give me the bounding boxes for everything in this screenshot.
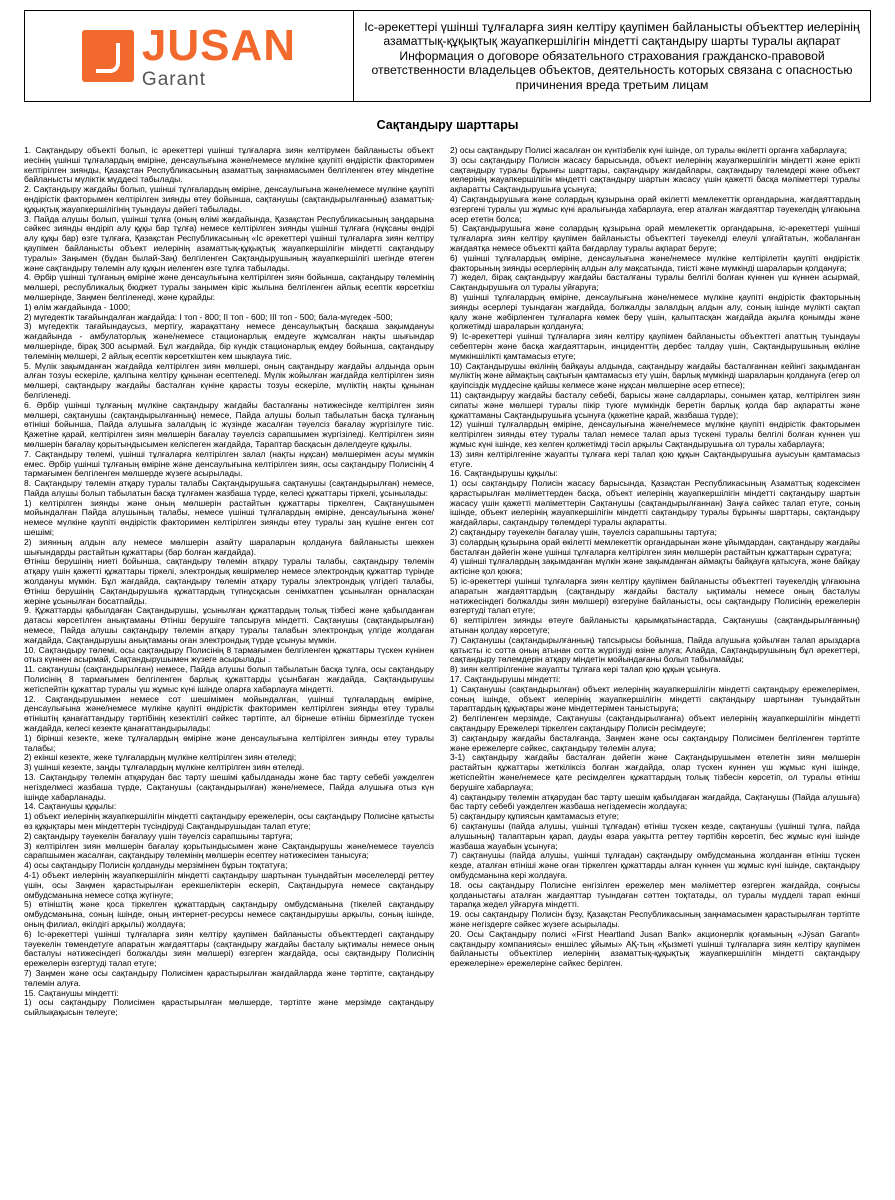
paragraph: 3) үшінші кезекте, заңды тұлғалардың мүлкіне келтірілген зиян өтеледі. xyxy=(24,762,305,773)
paragraph: 3) осы сақтандыру Полисін жасасу барысында, объект иелерінің жауапкершілігін міндетті және ерікті сақтандыру туралы бұрынғы шарттары, сақтандыру жағдайлары, сақтандыру төлемдері және объект иелерінің жауапкершілігін міндетті сақтандыру шартын жасасу үшін қажетті басқа мәліметтері туралы ақпаратты Сақтандырушыға ұсынуға; xyxy=(450,154,863,195)
paragraph: 3-1) сақтандыру жағдайы басталған дәйегін және Сақтандырушымен өтелетін зиян мөлшерін растайтын құжаттары жеткіліксіз болған жағдайда, олар түскен күннен үш жұмыс күні ішінде, жетіспейтін және/немесе қате ресімделген құжаттардың толық тізбесін көрсетіп, ол туралы өтініш берушіге хабарлауға; xyxy=(450,752,863,792)
paragraph: 6) үшінші тұлғалардың өміріне, денсаулығына және/немесе мүлкіне келтірілетін қаупіті өндірістік факторының зиянды әсерлерінің алдын алу мақсатында, тиісті және мүмкінді шараларын қолдануға; xyxy=(450,252,863,273)
paragraph: 6) сақтанушы (пайда алушы, үшінші тұлғадан) өтініш түскен кезде, сақтанушы (үшінші тұлға, пайда алушының) талаптарын қарап, дауды өзара уақытта реттеу тәртібін көрсетіп, бес жұмыс күні ішінде жазбаша жауабын ұсынуға; xyxy=(450,820,863,851)
header-title-kz: Іс-әрекеттері үшінші тұлғаларға зиян келтіру қаупімен байланысты объекттер иелерінің азаматтық-құқықтық жауапкершілігін міндетті сақтандыру шарты туралы ақпарат xyxy=(364,19,860,49)
paragraph: 3) сақтандыру жағдайы басталғанда, Заңмен және осы сақтандыру Полисімен белгіленген тәртіпте және ережелерге сәйкес, сақтандыру төлемін алуға; xyxy=(450,732,863,753)
paragraph: 14. Сақтанушы құқылы: xyxy=(24,801,117,812)
paragraph: 9. Құжаттарды қабылдаған Сақтандырушы, ұсынылған құжаттардың толық тізбесі және қабылданған датасы көрсетілген анықтаманы Өтініш берушіге тапсыруға міндетті. Сақтанушы (сақтандырылған) немесе, Пайда алушы сақтандыру төлемін атқару туралы талабын электрондық үлгіде жолдаған жағдайда, Сақтандырушы анықтаманы оған электрондық түрде ұсынуы мүмкін. xyxy=(24,605,437,645)
paragraph: 4) Сақтандырушыға және солардың құзырына орай өкілетті мемлекеттік органдарына, жағдаяттардың өзгергені туралы үш жұмыс күні аралығында хабарлауға, егер аталған жағдаяттар тәуекелдің ұлғаюына әсер ететін болса; xyxy=(450,193,863,224)
paragraph: 3. Пайда алушы болып, үшінші тұлға (оның өлімі жағдайында, Қазақстан Республикасының заңдарына сәйкес зиянды өндіріп алу құқы бар тұлға) немесе келтірілген зиянды үшінші тұлғаға (нұқсаны өндірі алу құқы бар) өзге тұлғаға, Қазақстан Республикасының «Іс әрекеттері үшінші тұлғаларға зиян келтіру қаупімен байланысты объект иелерінің азаматтық-құқықтық жауапкершілігін міндетті сақтандыру туралы» Заңымен (бұдан былай-Заң) белгіленген Сақтандырушының жауапкершілігі шегінде өтеген және сақтандыру төлемін алу құқын иеленген өзге тұлға табылады. xyxy=(24,213,437,273)
paragraph: 5) өтініштің және қоса тіркелген құжаттардың сақтандыру омбудсманына (тікелей сақтандыру омбудсманына, соның ішінде, оның интернет-ресурсы немесе сақтандырушы арқылы, соның ішінде, оның филиал, өкілдігі арқылы) жолдауға; xyxy=(24,899,437,929)
logo-cell xyxy=(25,11,354,101)
paragraph: 3) мүгедектік тағайындаусыз, мертігу, жарақаттану немесе денсаулықтың басқаша зақымдануы жағдайында - амбулаторлық және/немесе стационарлық емдеуге жұмсалған нақты шығындар мөлшерінде, бірақ 300 асырмай. Бұл жағдайда, бір күндік стационарлық емдеу бойынша, сақтандыру төлемінің мөлшері, 2 айлық есептік көрсеткіштен кем шықпауға тиіс. xyxy=(24,321,437,361)
paragraph: 13. Сақтандыру төлемін атқарудан бас тарту шешімі қабылданады және бас тарту себебі уәжделген негізделмесі жазбаша түрде, Сақтанушы (сақтандырылған) және/немесе, Пайда алушыға отыз күн ішінде хабарланады. xyxy=(24,772,437,802)
paragraph: 1) өлім жағдайында - 1000; xyxy=(24,301,131,312)
paragraph: 18. осы сақтандыру Полисіне енгізілген ережелер мен мәліметтер өзгерген жағдайда, соңғысы қолданыстағы аталған жағдаяттар туындаған сәттен тоқтатады, ол туралы мүдделі тарап екінші тарапқа жедел уйғаруға міндетті. xyxy=(450,879,863,910)
jusan-garant-logo xyxy=(82,20,297,90)
paragraph: 4-1) объект иелерінің жауапкершілігін міндетті сақтандыру шартынан туындайтын мәселелерді реттеу үшін, осы Заңмен қарастырылған ерекшеліктерін ескеріп, Сақтандыруға немесе сақтандыру омбудсманына немесе сотқа жүгінуге; xyxy=(24,869,437,900)
paragraph: 2) екінші кезекте, жеке тұлғалардың мүлкіне келтірілген зиян өтеледі; xyxy=(24,752,297,763)
paragraph: 10. Сақтандыру төлемі, осы сақтандыру Полисінің 8 тармағымен белгіленген құжаттары түскен күнінен отыз күннен асырмай, Сақтандырушымен жүзеге асырылады . xyxy=(24,644,437,665)
document-header xyxy=(24,10,871,102)
paragraph: 6. Әрбір үшінші тұлғаның мүлкіне сақтандыру жағдайы басталғаны нәтижесінде келтірілген зиян мөлшері, сақтанушы (сақтандырылғанның) немесе, Пайда алушы болып табылатын басқа тұлғаның өтініші бойынша, Пайда алушыға залалдың іс жүзінде жасалған тәуелсіз бағалау жүргізілуге тиіс. Қажетіне қарай, келтірілген зиян мөлшерін бағалау тәуелсіз сарапшымен жүргізіледі. Келтірілген зиян мөлшерін бағалау қорытындысымен келіспеген жағдайда, Тараптар басқасын дәлелдеуге құқылы. xyxy=(24,399,437,449)
paragraph: 8) зиян келтірілгеніне жауапты тұлғаға кері талап қою құқын ұсынуға. xyxy=(450,664,721,675)
paragraph: 7) сақтанушы (пайда алушы, үшінші тұлғадан) сақтандыру омбудсманына жолданған өтініш түскен кезде, аталған өтініші және оған тіркелген құжаттарды алған күннен үш жұмыс күні ішінде, сақтандыру омбудсманына кері жолдауға. xyxy=(450,850,863,880)
paragraph: 9) Іс-әрекеттері үшінші тұлғаларға зиян келтіру қаупімен байланысты объекттегі апаттың туындауы себептерін және басқа жағдаяттарын, инциденттің дербес талдау үшін, Сақтандырушының өкіліне мүмкіншілікті қамтамасыз етуге; xyxy=(450,331,863,361)
left-column xyxy=(24,145,437,1018)
paragraph: 4) осы сақтандыру Полисін қолдануды мерзімінен бұрын тоқтатуға; xyxy=(24,860,288,871)
logo-brand: JUSAN xyxy=(141,20,297,70)
paragraph: 13) зиян келтірілгеніне жауапты тұлғаға кері талап қою құқын Сақтандырушыға ауысуын қамтамасыз етуге. xyxy=(450,448,863,469)
paragraph: 16. Сақтандырушы құқылы: xyxy=(450,468,558,479)
paragraph: 20. Осы Сақтандыру полисі «First Heartland Jusan Bank» акционерлік қоғамының «Jýsan Garant» сақтандыру компаниясы» еншілес ұйымы» АҚ-тың «Қызметі үшінші тұлғаларға зиян келтіру қаупімен байланысты объектілер иелерінің азаматтық-құқықтық жауапкершілігін міндетті сақтандыру ережелеріне» ережелеріне сәйкес берілген. xyxy=(450,928,863,969)
paragraph: 10) Сақтандырушы өкілінің байқауы алдында, сақтандыру жағдайы басталғаннан кейінгі зақымданған мүліктің және аймақтың сақтығын қамтамасыз ету үшін, барлық мүмкінді шараларын қолдануға (егер ол қауіпсіздік мүддесіне қайшы келмесе және нұқсан мөлшеріне әсер етпесе); xyxy=(450,360,863,391)
paragraph: 1) осы сақтандыру Полисімен қарастырылған мөлшерде, тәртіпте және мерзімде сақтандыру сыйлықақысын төлеуге; xyxy=(24,997,437,1018)
paragraph: 5) іс-әрекеттері үшінші тұлғаларға зиян келтіру қаупімен байланысты объекттегі тәуекелдің ұлғаюына апаратын жағдаяттардың (сақтандыру жағдайы басталу ықтималы немесе оның басталуы нәтижесіндегі болжалды зиян мөлшері) өзгеруіне байланысты, осы сақтандыру Полисінің ережелерін өзгертуді талап етуге; xyxy=(450,576,863,616)
paragraph: 7) Заңмен және осы сақтандыру Полисімен қарастырылған жағдайларда және тәртіпте, сақтандыру төлемін алуға. xyxy=(24,967,437,988)
paragraph: 5) сақтандыру құпиясын қамтамасыз етуге; xyxy=(450,811,619,822)
paragraph: 2) зиянның алдын алу немесе мөлшерін азайту шараларын қолдануға байланысты шеккен шығындарды растайтын құжаттары (бар болған жағдайда). xyxy=(24,536,437,557)
paragraph: 1) объект иелерінің жауапкершілігін міндетті сақтандыру ережелерін, осы сақтандыру Полисіне қатысты өз құқықтары мен міндеттерін түсіндіруді Сақтандырушыдан талап етуге; xyxy=(24,811,437,831)
paragraph: 12. Сақтандырушымен немесе сот шешімімен мойындалған, үшінші тұлғалардың өміріне, денсаулығына және/немесе мүлкіне қаупіті өндірістік факторимен келтірілген зиянды өтеу туралы өтініштің қанағаттандыру тәртібінің кезектілігі сәйкес тәртіпте, ал бірнеше өтініш бірмезгілде түскен жағдайда, келесі кезекте қанағаттандырылады: xyxy=(24,693,437,734)
paragraph: 2. Сақтандыру жағдайы болып, үшінші тұлғалардың өміріне, денсаулығына және/немесе мүлкіне қаупіті өндірістік факторымен келтірілген зиянды өтеу бойынша, сақтанушы (сақтандырылғанның) азаматтық-құқықтық жауапкершілігінің туындауы дәйегі табылады. xyxy=(24,184,437,214)
paragraph: 11. сақтанушы (сақтандырылған) немесе, Пайда алушы болып табылатын басқа тұлға, осы сақтандыру Полисінің 8 тармағымен белгіленген барлық құжаттарды ұсынбаған жағдайда, Сақтандырушы жетіспейтін құжаттар туралы үш жұмыс күні ішінде оларға хабарлауға міндетті. xyxy=(24,664,437,694)
paragraph: 19. осы сақтандыру Полисін бұзу, Қазақстан Республикасының заңнамасымен қарастырылған тәртіпте және негіздерге сәйкес жүзеге асырылады. xyxy=(450,909,863,929)
paragraph: 5) Сақтандырушыға және солардың құзырына орай мемлекеттік органдарына, іс-әрекеттері үшінші тұлғаларға зиян келтіру қаупімен байланысты объекттегі тәуекелді елеулі ұлғайтатын, жобаланған жағдаятқа немесе объектті қайта бағдарлау туралы ақпарат беруге; xyxy=(450,223,863,253)
paragraph: 1) Сақтанушы (сақтандырылған) объект иелерінің жауапкершілігін міндетті сақтандыру ережелерімен, соның ішінде, объект иелерінің жауапкершілігін міндетті сақтандыру шартынан туындайтын тараптардың құқықтары және міндеттерімен таныстыруға; xyxy=(450,683,863,714)
paragraph: 7. Сақтандыру төлемі, үшінші тұлғаларға келтірілген залал (нақты нұқсан) мөлшерімен асуы мүмкін емес. Әрбір үшінші тұлғаның өміріне және денсаулығына келтірілген зиян, осы сақтандыру Полисінің 4 тармағымен белгіленген мөлшерде жүзеге асырылады. xyxy=(24,448,437,479)
paragraph: 2) осы сақтандыру Полисі жасалған он күнтізбелік күні ішінде, ол туралы өкілетті органға хабарлауға; xyxy=(450,145,847,155)
paragraph: 2) сақтандыру тәуекелін бағалауу үшін тәуелсіз сарапшыны тартуға; xyxy=(24,830,293,841)
paragraph: 2) белгіленген мерзімде, Сақтанушы (сақтандырылғанға) объект иелерінің жауапкершілігін міндетті сақтандыру Ережелері тіркелген сақтандыру Полисін ресімдеуге; xyxy=(450,713,863,734)
paragraph: 8) үшінші тұлғалардың өміріне, денсаулығына және/немесе мүлкіне қаупіті өндірістік факторының зиянды әсерлері туындаған жағдайда, болжалды залалдың алдын алу, соның ішінде мүлікті сақтап қалу және жәбірленген тұлғаларға көмек беру үшін, қалыптасқан жағдайда ақылға қонымды және қолжетімді шараларын қолдануға; xyxy=(450,291,863,332)
paragraph: 11) сақтандыруу жағдайы басталу себебі, барысы және салдарлары, сонымен қатар, келтірілген зиян сипаты және мөлшері туралы пікір түюге мүмкіндік беретін барлық қолда бар ақпаратты және құжаттаманы Сақтандырушыға ұсынуға (қажетіне қарай, жазбаша түрде); xyxy=(450,389,863,420)
header-title-ru: Информация о договоре обязательного страхования гражданско-правовой ответственности владельцев объектов, деятельность которых связана с опасностью причинения вреда третьим лицам xyxy=(371,48,853,92)
paragraph: 1) бірінші кезекте, жеке тұлғалардың өміріне және денсаулығына келтірілген зиянды өтеу туралы талабы; xyxy=(24,732,437,753)
paragraph: 6) Іс-әрекеттері үшінші тұлғаларға зиян келтіру қаупімен байланысты объекттердегі сақтандыру тәуекелін төмендетуге апаратын жағдаяттары (сақтандыру жағдайы басталу ықтималы немесе оның басталуы нәтижесіндегі болжалды зиян мөлшері) өзгерген жағдайда, осы сақтандыру Полисінің ережелерін өзгертуді талап етуге; xyxy=(24,928,437,969)
content-columns xyxy=(24,146,871,1018)
paragraph: 2) мүгедектік тағайындалған жағдайда: І топ - 800; ІІ топ - 600; ІІІ топ - 500; бала-мүгедек -500; xyxy=(24,311,393,322)
paragraph: 6) келтірілген зиянды өтеуге байланысты қарымқатынастарда, Сақтанушы (сақтандырылғанның) атынан қолдау көрсетуге; xyxy=(450,615,863,636)
paragraph: 1) келтірілген зиянды және оның мөлшерін растайтын құжаттары тіркелген, Сақтанушымен мойындалған Пайда алушының талабы, немесе үшінші тұлғалардың өміріне, денсаулығына және/немесе мүлкіне қаупіті өндірістік факторимен келтірілген зиянды өтеу туралы заң күшіне енген сот шешімі; xyxy=(24,497,437,538)
paragraph: 15. Сақтанушы міндетті: xyxy=(24,987,119,998)
paragraph: 4. Әрбір үшінші тұлғаның өміріне және денсаулығына келтірілген зиян бойынша, сақтандыру төлемінің мөлшері, республикалық бюджет туралы заңымен кіріс жылына белгіленген айлық есептік көрсеткіш мөлшерінде, Заңмен белгіленеді, және құрайды: xyxy=(24,272,437,302)
paragraph: 3) келтірілген зиян мөлшерін бағалау қорытындысымен және Сақтандырушы және/немесе тәуелсіз сарапшымен жасалған, сақтандыру төлемінің мөлшерін есептеу нәтижесімен танысуға; xyxy=(24,840,437,861)
paragraph: Өтініш берушінің ниеті бойынша, сақтандыру төлемін атқару туралы талабы, сақтандыру төлемін атқару үшін қажетті құжаттары тіркелі, электрондық көшірмелер немесе электрондық құжаттар түрінде жолдануы мүмкін. Бұл жағдайда, сақтандыру төлемін атқару туралы электрондық үлгідегі талабы, Өтініш берушінің Сақтандырушыға құжаттардың түпнұсқасын сенімхатпен ұсынылған орналасқан жеріне ұсынылған босатпайды. xyxy=(24,556,437,606)
paragraph: 3) солардың құзырына орай өкілетті мемлекеттік органдарынан және ұйымдардан, сақтандыру жағдайы басталған дәйегін және үшінші тұлғаларға келтірілген зиян мөлшерін растайтын құжаттарын сұратуға; xyxy=(450,536,863,557)
right-column xyxy=(450,145,863,1018)
logo-sub: Garant xyxy=(141,68,207,90)
paragraph: 17. Сақтандырушы міндетті: xyxy=(450,674,561,685)
paragraph: 7) Сақтанушы (сақтандырылғанның) тапсырысы бойынша, Пайда алушыға қойылған талап арыздарға қатысты іс сотта оның атынан сотта жүргізуді өзіне алуға; Алайда, Сақтандырушының бұл әрекеттері, сақтандыру төлемдерін атқару міндетін мойындағаны болып табылмайды; xyxy=(450,634,863,665)
paragraph: 1) осы сақтандыру Полисін жасасу барысында, Қазақстан Республикасының Азаматтық кодексімен қарастырылған мәліметтерден басқа, объект иелерінің жауапкершілігін міндетті сақтандыру шартын жасасу үшін қажетті мәліметтерін Сақтанушы (сақтандырылғаннан) Заңға сәйкес талап етуге, соның ішінде, объект иелерінің жауапкершілігін міндетті сақтандыру туралы бұрынғы шарттары, сақтандыру жағдайлары, сақтандыру төлемдері туралы ақпаратты. xyxy=(450,478,863,528)
paragraph: 4) үшінші тұлғалардың зақымданған мүлкін және зақымданған аймақты байқауға қатысуға, және байқау актісіне қол қоюға; xyxy=(450,556,863,577)
logo-mark-icon xyxy=(82,30,134,82)
paragraph: 8. Сақтандыру төлемін атқару туралы талабы Сақтандырушыға сақтанушы (сақтандырылған) немесе, Пайда алушы болып табылатын басқа тұлғамен жазбаша түрде, келесі құжаттары тіркелі, ұсынылады: xyxy=(24,478,437,498)
paragraph: 12) үшінші тұлғалардың өміріне, денсаулығына және/немесе мүлкіне қаупіті өндірістік факторымен келтірілген зиянды өтеу туралы талап немесе талап арыз түскені туралы белгілі болған күннен үш жұмыс күні ішінде, кез келген қолжетімді тәсіл арқылы Сақтандырушыға ол туралы хабарлауға; xyxy=(450,419,863,449)
paragraph: 7) жедел, бірақ сақтандыруу жағдайы басталғаны туралы белгілі болған күннен үш күннен асырмай, Сақтандырушыға ол туралы уйғаруға; xyxy=(450,272,863,293)
header-title-cell xyxy=(354,11,870,101)
paragraph: 2) сақтандыру тәуекелін бағалау үшін, тәуелсіз сарапшыны тартуға; xyxy=(450,527,717,538)
document-title: Сақтандыру шарттары xyxy=(376,118,519,132)
paragraph: 5. Мүлік зақымданған жағдайда келтірілген зиян мөлшері, оның сақтандыру жағдайы алдында орын алған тозуы ескеріле, қалпына келтіру құнынан есептеледі. Мүлік жойылған жағдайда келтірілген зиян мөлшері, сақтандыру жағдайы басталған күніне қарасты тозуы ескеріле, мүліктің нақты құнынан белгіленеді. xyxy=(24,360,437,400)
paragraph: 1. Сақтандыру объекті болып, іс әрекеттері үшінші тұлғаларға зиян келтірумен байланысты объект иесінің үшінші тұлғалардың өміріне, денсаулығына және/немесе мүлкіне қаупіті өндірістік факторимен келтірілген зиянды, Қазақстан Республикасының азаматтық заңнамасымен белгіленген өтеу міндетіне байланысты мүліктік мүддесі табылады. xyxy=(24,145,437,185)
paragraph: 4) сақтандыру төлемін атқарудан бас тарту шешім қабылдаған жағдайда, Сақтанушы (Пайда алушыға) бас тарту себебі уәжделген жазбаша негіздемесін жолдауға; xyxy=(450,791,863,812)
